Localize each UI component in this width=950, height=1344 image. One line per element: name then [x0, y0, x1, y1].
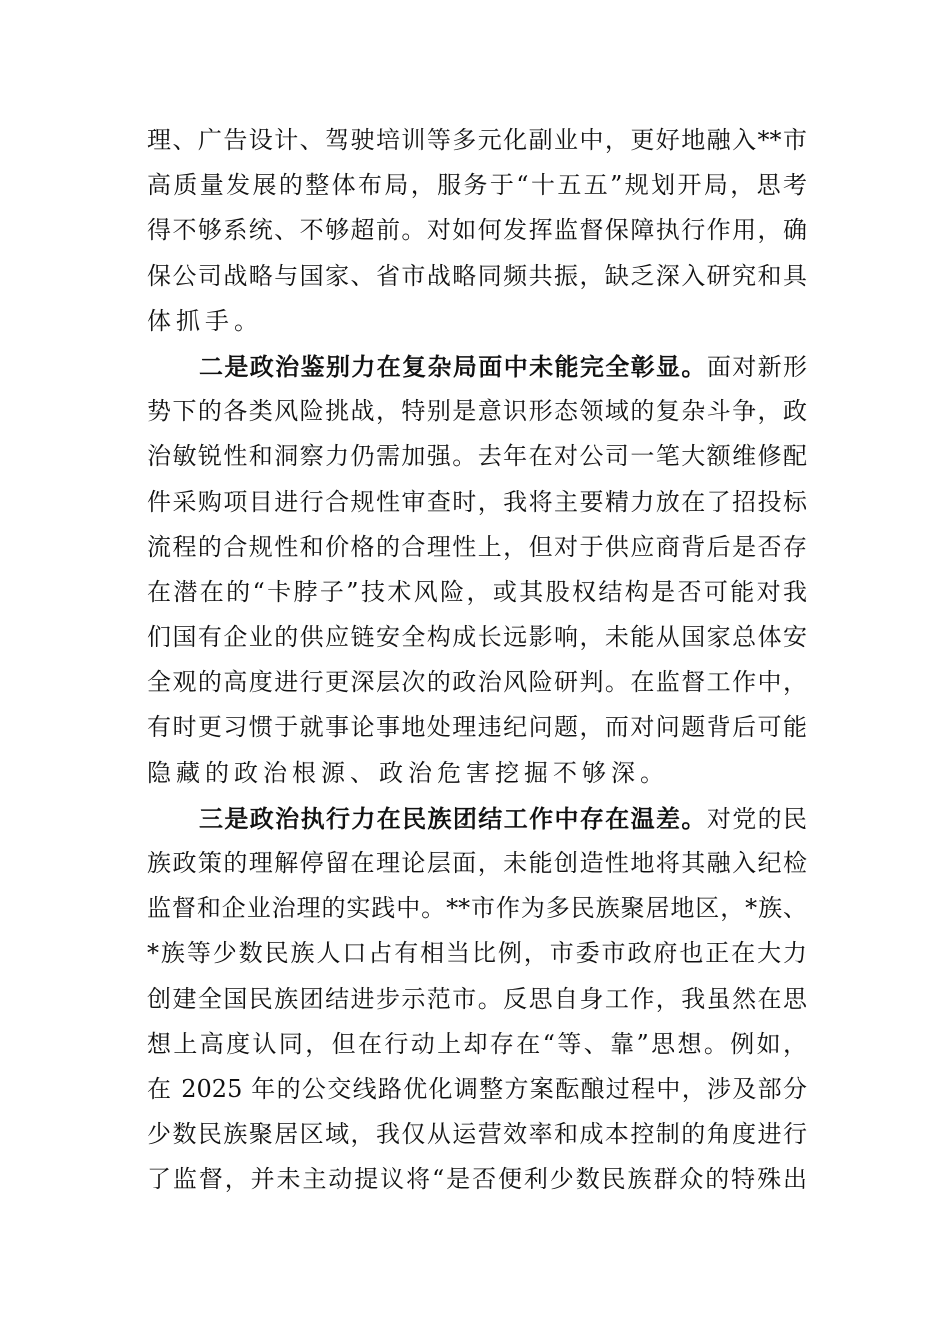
paragraph-line — [147, 1022, 807, 1067]
paragraph-line — [147, 1112, 807, 1157]
paragraph-line — [147, 480, 807, 525]
line-text: 了监督，并未主动提议将“是否便利少数民族群众的特殊出 — [147, 1165, 807, 1194]
paragraph-line — [147, 931, 807, 976]
line-text: 在潜在的“卡脖子”技术风险，或其股权结构是否可能对我 — [147, 577, 807, 606]
line-text: 隐藏的政治根源、政治危害挖掘不够深。 — [147, 758, 669, 787]
paragraph-line — [147, 570, 807, 615]
line-text: 得不够系统、不够超前。对如何发挥监督保障执行作用，确 — [147, 216, 807, 245]
line-text: 全观的高度进行更深层次的政治风险研判。在监督工作中， — [147, 668, 807, 697]
line-text: 体抓手。 — [147, 306, 263, 335]
paragraph-line — [147, 1067, 807, 1112]
paragraph-line — [147, 705, 807, 750]
line-text: 们国有企业的供应链安全构成长远影响，未能从国家总体安 — [147, 623, 807, 652]
paragraph-first-line — [147, 344, 807, 389]
line-text: 势下的各类风险挑战，特别是意识形态领域的复杂斗争，政 — [147, 397, 807, 426]
paragraph-line — [147, 525, 807, 570]
paragraph-line — [147, 751, 807, 796]
line-text: 有时更习惯于就事论事地处理违纪问题，而对问题背后可能 — [147, 713, 807, 742]
paragraph-line — [147, 254, 807, 299]
paragraph-line — [147, 977, 807, 1022]
line-text: 治敏锐性和洞察力仍需加强。去年在对公司一笔大额维修配 — [147, 442, 807, 471]
line-text: 在 2025 年的公交线路优化调整方案酝酿过程中，涉及部分 — [147, 1074, 807, 1103]
paragraph-line — [147, 841, 807, 886]
paragraph-line — [147, 208, 807, 253]
line-text: 保公司战略与国家、省市战略同频共振，缺乏深入研究和具 — [147, 261, 807, 290]
line-text: 想上高度认同，但在行动上却存在“等、靠”思想。例如， — [147, 1029, 807, 1058]
paragraph-line — [147, 615, 807, 660]
line-text: 监督和企业治理的实践中。**市作为多民族聚居地区，*族、 — [147, 894, 807, 923]
line-text: *族等少数民族人口占有相当比例，市委市政府也正在大力 — [147, 939, 807, 968]
paragraph-line — [147, 1157, 807, 1202]
paragraph-line — [147, 434, 807, 479]
paragraph-heading: 三是政治执行力在民族团结工作中存在温差。 — [199, 803, 707, 833]
paragraph-first-line — [147, 118, 807, 163]
line-text: 对党的民 — [706, 804, 808, 833]
paragraph-line — [147, 163, 807, 208]
line-text: 理、广告设计、驾驶培训等多元化副业中，更好地融入**市 — [147, 126, 807, 154]
paragraph-line — [147, 660, 807, 705]
paragraph-line — [147, 299, 807, 344]
paragraph-line — [147, 389, 807, 434]
line-text: 面对新形 — [706, 352, 808, 381]
line-text: 流程的合规性和价格的合理性上，但对于供应商背后是否存 — [147, 532, 807, 561]
line-text: 件采购项目进行合规性审查时，我将主要精力放在了招投标 — [147, 487, 807, 516]
paragraph-first-line — [147, 796, 807, 841]
paragraph-line — [147, 886, 807, 931]
line-text: 少数民族聚居区域，我仅从运营效率和成本控制的角度进行 — [147, 1120, 807, 1149]
line-text: 族政策的理解停留在理论层面，未能创造性地将其融入纪检 — [147, 849, 807, 877]
paragraph-heading: 二是政治鉴别力在复杂局面中未能完全彰显。 — [199, 351, 707, 381]
document-page — [147, 118, 807, 1203]
line-text: 高质量发展的整体布局，服务于“十五五”规划开局，思考 — [147, 171, 807, 200]
line-text: 创建全国民族团结进步示范市。反思自身工作，我虽然在思 — [147, 984, 807, 1013]
